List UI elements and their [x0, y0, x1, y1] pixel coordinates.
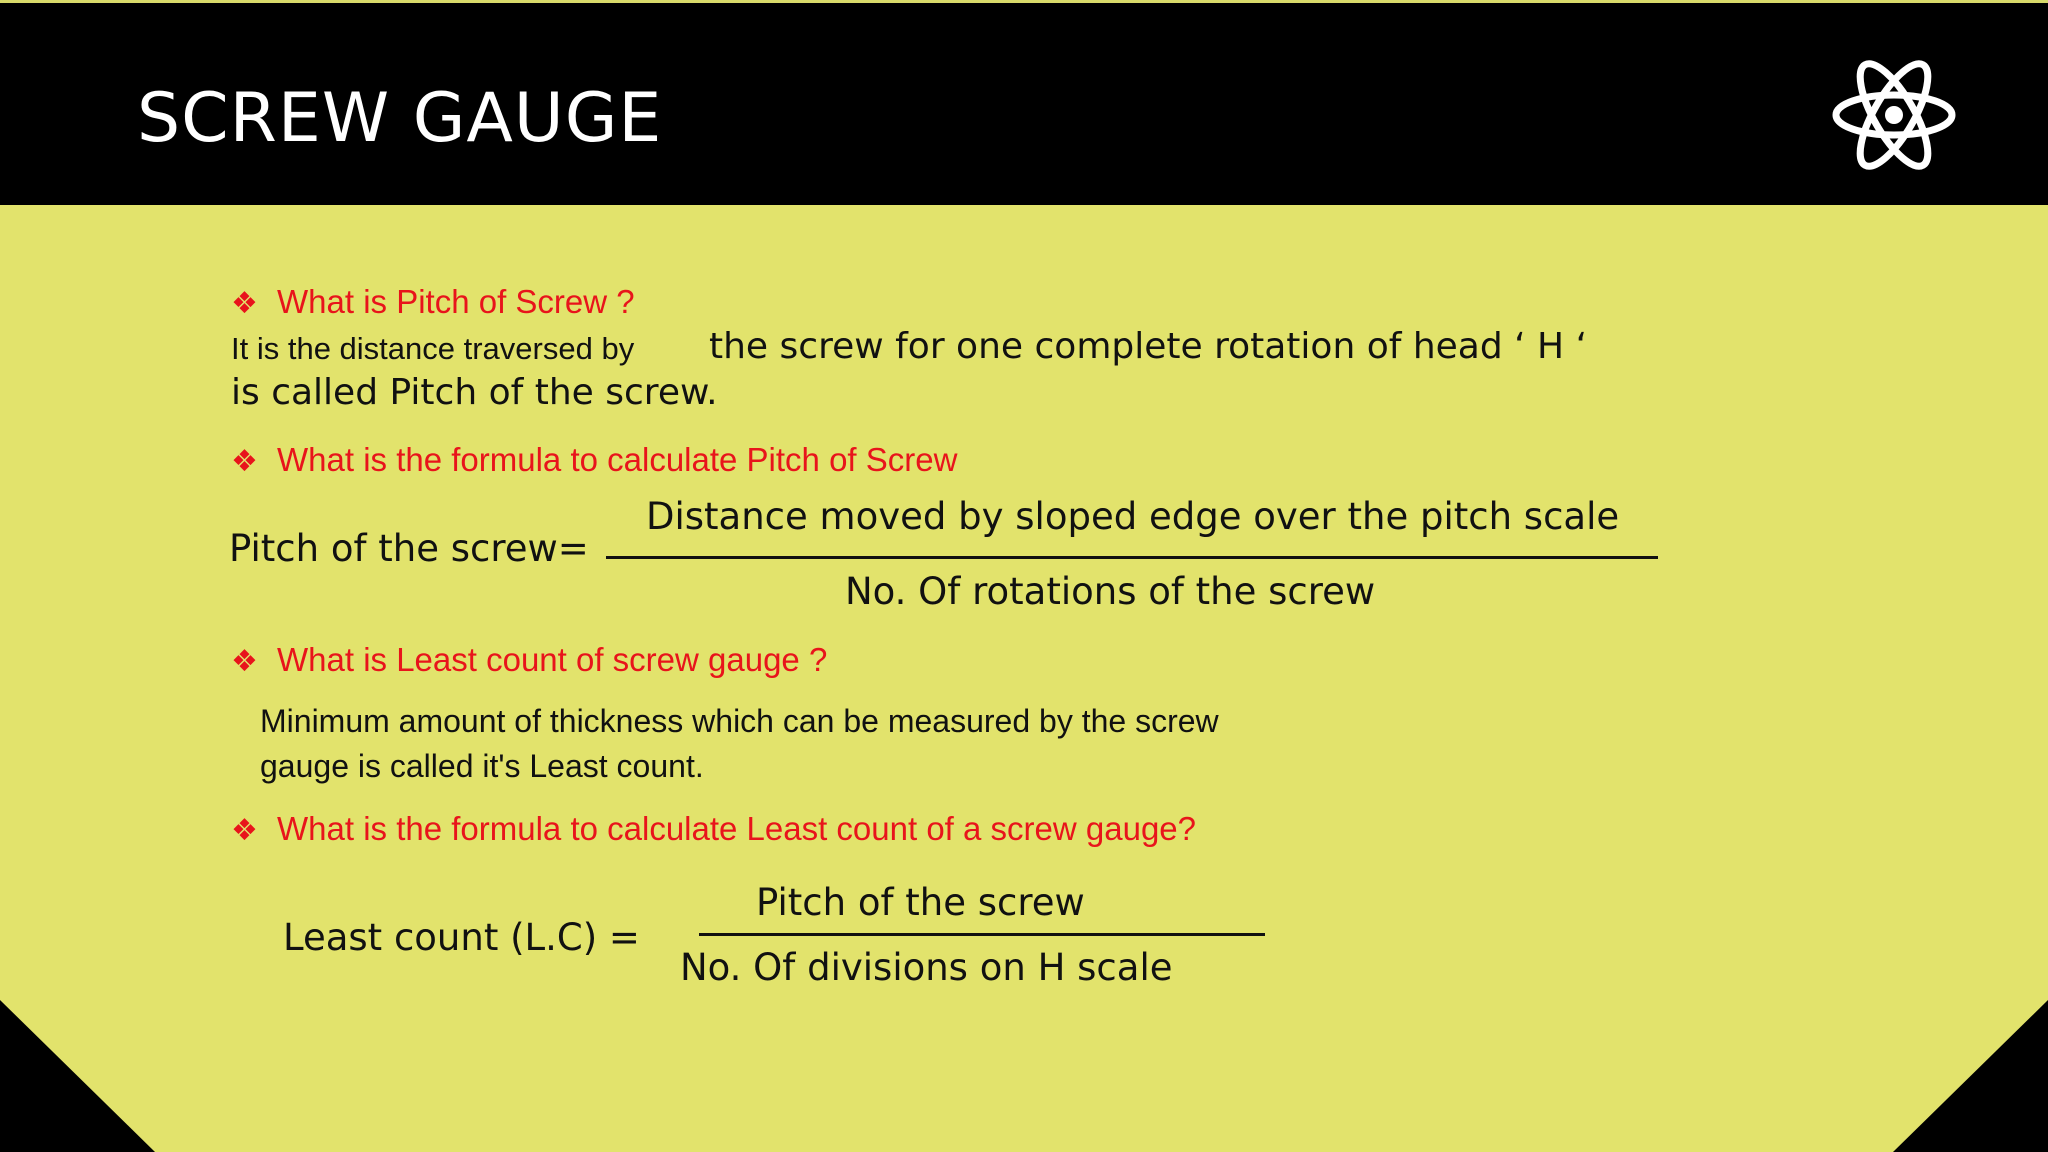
- question-text: What is Least count of screw gauge ?: [277, 641, 828, 678]
- answer-pitch-part2: the screw for one complete rotation of head ‘ H ‘: [709, 326, 1588, 367]
- title-bar: [0, 0, 2048, 205]
- question-text: What is Pitch of Screw ?: [277, 283, 635, 320]
- least-count-formula-denominator: No. Of divisions on H scale: [680, 946, 1173, 989]
- least-count-fraction-bar: [699, 933, 1265, 936]
- diamond-bullet-icon: ❖: [231, 286, 258, 321]
- pitch-fraction-bar: [606, 556, 1658, 559]
- corner-decoration-left: [0, 1000, 155, 1152]
- pitch-formula-lhs: Pitch of the screw=: [229, 527, 589, 570]
- pitch-formula-numerator: Distance moved by sloped edge over the pitch scale: [646, 495, 1620, 538]
- question-least-count: [231, 643, 827, 677]
- question-text: What is the formula to calculate Pitch of Screw: [277, 441, 958, 478]
- least-count-formula-lhs: Least count (L.C) =: [283, 916, 640, 959]
- question-pitch: [231, 285, 635, 319]
- answer-least-count-line2: gauge is called it's Least count.: [260, 748, 704, 784]
- diamond-bullet-icon: ❖: [231, 813, 258, 848]
- question-least-count-formula: [231, 812, 1196, 846]
- corner-decoration-right: [1893, 1000, 2048, 1152]
- diamond-bullet-icon: ❖: [231, 444, 258, 479]
- answer-least-count-line1: Minimum amount of thickness which can be measured by the screw: [260, 703, 1219, 739]
- atom-icon: [1828, 49, 1960, 181]
- question-pitch-formula: [231, 443, 957, 477]
- diamond-bullet-icon: ❖: [231, 644, 258, 679]
- question-text: What is the formula to calculate Least count of a screw gauge?: [277, 810, 1197, 847]
- slide-title: SCREW GAUGE: [137, 79, 663, 158]
- answer-pitch-part1: It is the distance traversed by: [231, 331, 635, 366]
- pitch-formula-denominator: No. Of rotations of the screw: [845, 570, 1376, 613]
- least-count-formula-numerator: Pitch of the screw: [756, 881, 1085, 924]
- answer-pitch-line2: is called Pitch of the screw.: [231, 372, 718, 413]
